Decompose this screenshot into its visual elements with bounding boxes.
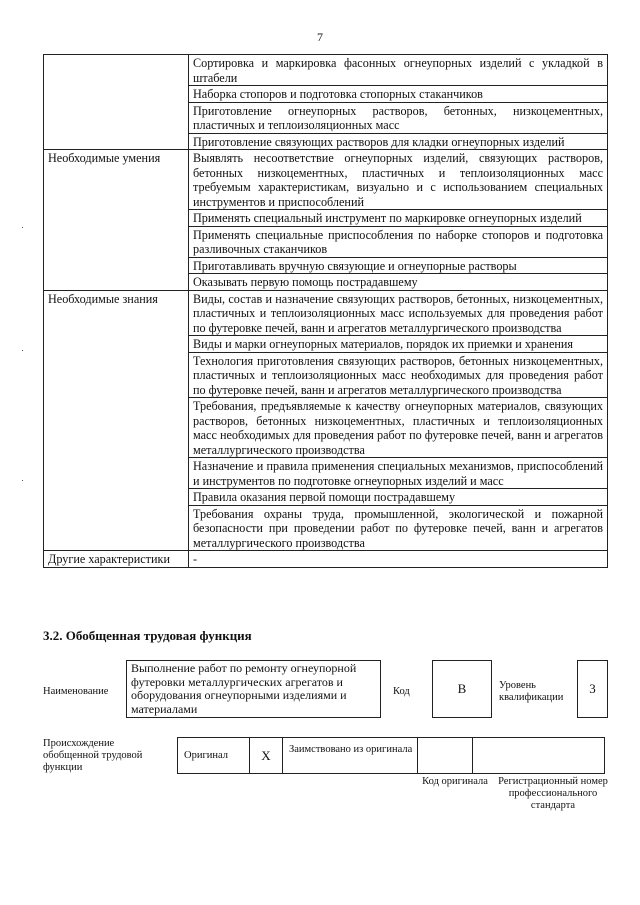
row-item: Оказывать первую помощь пострадавшему: [189, 274, 608, 291]
table-row: [44, 551, 608, 568]
row-item: Наборка стопоров и подготовка стопорных стаканчиков: [189, 86, 608, 103]
origin-code-cell: [417, 737, 473, 774]
reg-number-caption: Регистрационный номер профессионального стандарта: [498, 776, 608, 811]
row-item: Приготовление связующих растворов для кладки огнеупорных изделий: [189, 133, 608, 150]
level-value-box: 3: [577, 660, 608, 718]
row-item: Приготовление огнеупорных растворов, бетонных, низкоцементных, пластичных и теплоизоляционных масс: [189, 102, 608, 133]
origin-row: [178, 737, 608, 774]
origin-label: Происхождение обобщенной трудовой функции: [43, 738, 143, 773]
table-row: [44, 150, 608, 210]
scan-speck: [22, 350, 23, 351]
section-title: 3.2. Обобщенная трудовая функция: [43, 628, 252, 643]
name-label: Наименование: [43, 686, 109, 697]
row-item: Требования, предъявляемые к качеству огнеупорных материалов, связующих растворов, бетонных низкоцементных, пластичных и теплоизоляционных масс необходимых для проведения работ по футеровке печей, ванн и агрегатов металлургического производства: [189, 398, 608, 458]
row-item: Виды и марки огнеупорных материалов, порядок их приемки и хранения: [189, 336, 608, 353]
skills-knowledge-table: [43, 54, 608, 568]
row-label: [44, 55, 189, 150]
row-item: Правила оказания первой помощи пострадавшему: [189, 489, 608, 506]
function-name-box: Выполнение работ по ремонту огнеупорной футеровки металлургических агрегатов и оборудования огнеупорными изделиями и материалами: [126, 660, 381, 718]
row-item: Выявлять несоответствие огнеупорных изделий, связующих растворов, бетонных низкоцементных, пластичных и теплоизоляционных масс требуемым характеристикам, визуально и с использованием специальных инструментов и приспособлений: [189, 150, 608, 210]
page-number: 7: [317, 30, 323, 44]
row-label: Необходимые знания: [44, 290, 189, 551]
borrowed-label: Заимствовано из оригинала: [282, 737, 418, 774]
row-item: Технология приготовления связующих растворов, бетонных низкоцементных, пластичных и теплоизоляционных масс необходимых для проведения работ по футеровке печей, ванн и агрегатов металлургического производства: [189, 352, 608, 398]
row-item: Назначение и правила применения специальных механизмов, приспособлений и инструментов по подготовке огнеупорных изделий и масс: [189, 458, 608, 489]
code-value-box: В: [432, 660, 492, 718]
level-label: Уровень квалификации: [499, 680, 564, 703]
table-row: [44, 55, 608, 86]
row-item: Приготавливать вручную связующие и огнеупорные растворы: [189, 257, 608, 274]
row-item: Сортировка и маркировка фасонных огнеупорных изделий с укладкой в штабели: [189, 55, 608, 86]
original-mark: X: [249, 737, 283, 774]
row-label: Необходимые умения: [44, 150, 189, 291]
table-row: [44, 290, 608, 336]
row-item: Применять специальные приспособления по наборке стопоров и подготовка разливочных стаканчиков: [189, 226, 608, 257]
row-item: Виды, состав и назначение связующих растворов, бетонных, низкоцементных, пластичных и теплоизоляционных масс используемых для проведения работ по футеровке печей, ванн и агрегатов металлургического производства: [189, 290, 608, 336]
original-label: Оригинал: [177, 737, 250, 774]
scan-speck: [22, 227, 23, 228]
row-item: Применять специальный инструмент по маркировке огнеупорных изделий: [189, 210, 608, 227]
origin-code-caption: Код оригинала: [422, 776, 488, 787]
reg-number-cell: [472, 737, 605, 774]
row-item: Требования охраны труда, промышленной, экологической и пожарной безопасности при проведении работ по футеровке печей, ванн и агрегатов металлургического производства: [189, 505, 608, 551]
scan-speck: [22, 480, 23, 481]
row-label: Другие характеристики: [44, 551, 189, 568]
row-item: -: [189, 551, 608, 568]
code-label: Код: [393, 686, 410, 697]
